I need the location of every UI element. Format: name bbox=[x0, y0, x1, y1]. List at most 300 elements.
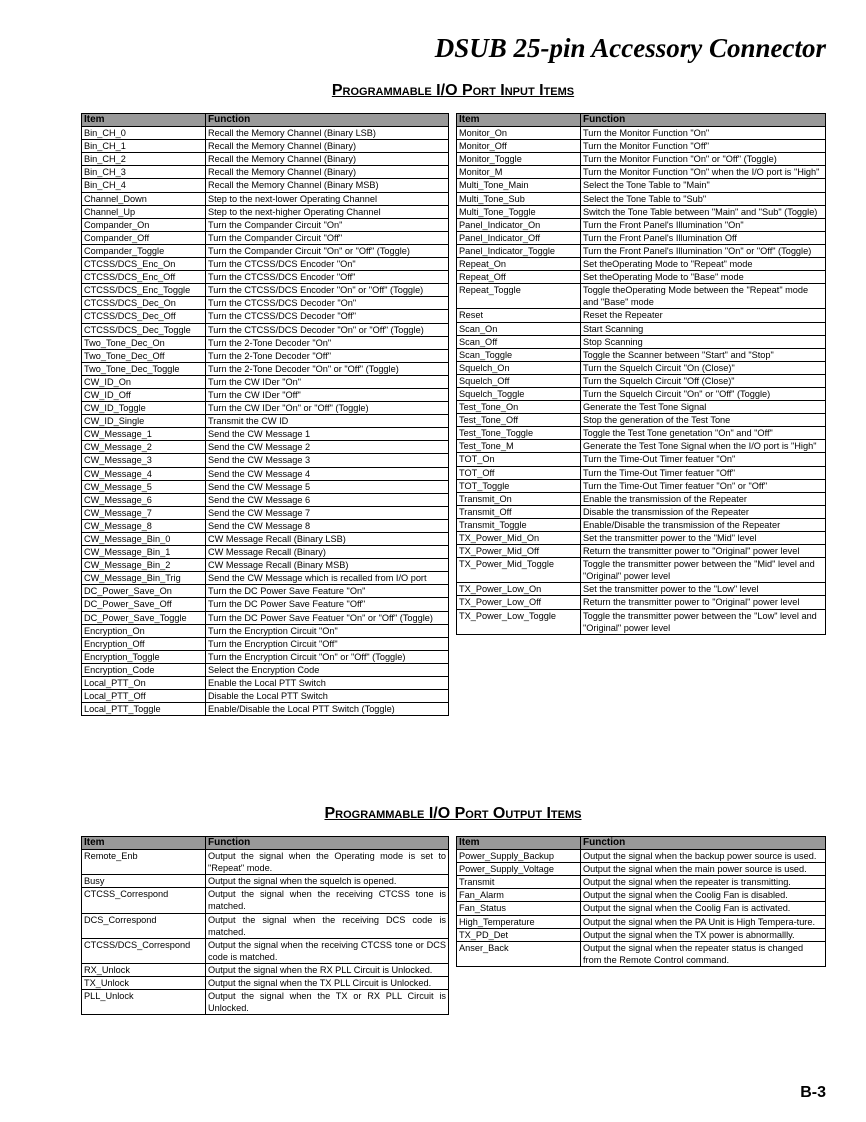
function-cell: Turn the CW IDer "On" bbox=[206, 375, 449, 388]
table-header-row bbox=[457, 114, 826, 127]
table-row bbox=[82, 179, 449, 192]
table-row bbox=[457, 532, 826, 545]
function-cell: Enable/Disable the Local PTT Switch (Toggle) bbox=[206, 703, 449, 716]
table-row bbox=[457, 140, 826, 153]
item-cell: CW_ID_Single bbox=[82, 415, 206, 428]
item-cell: Multi_Tone_Sub bbox=[457, 192, 581, 205]
table-row bbox=[457, 850, 826, 863]
table-row bbox=[457, 322, 826, 335]
table-row bbox=[457, 335, 826, 348]
table-row bbox=[82, 166, 449, 179]
table-row bbox=[457, 863, 826, 876]
item-cell: Bin_CH_0 bbox=[82, 127, 206, 140]
item-cell: TOT_Off bbox=[457, 466, 581, 479]
item-cell: Bin_CH_2 bbox=[82, 153, 206, 166]
function-cell: Send the CW Message 3 bbox=[206, 454, 449, 467]
function-cell: Reset the Repeater bbox=[581, 309, 826, 322]
item-cell: Encryption_Toggle bbox=[82, 650, 206, 663]
item-cell: Encryption_On bbox=[82, 624, 206, 637]
item-cell: Test_Tone_Toggle bbox=[457, 427, 581, 440]
function-cell: Send the CW Message 1 bbox=[206, 428, 449, 441]
item-cell: DC_Power_Save_On bbox=[82, 585, 206, 598]
item-cell: TX_Power_Mid_Off bbox=[457, 545, 581, 558]
table-row bbox=[82, 388, 449, 401]
item-cell: TX_PD_Det bbox=[457, 928, 581, 941]
item-cell: CTCSS/DCS_Dec_On bbox=[82, 297, 206, 310]
table-row bbox=[457, 387, 826, 400]
item-cell: Bin_CH_1 bbox=[82, 140, 206, 153]
function-cell: Generate the Test Tone Signal bbox=[581, 401, 826, 414]
item-cell: Transmit_Off bbox=[457, 505, 581, 518]
item-cell: PLL_Unlock bbox=[82, 990, 206, 1015]
item-cell: DC_Power_Save_Off bbox=[82, 598, 206, 611]
item-cell: TX_Power_Low_On bbox=[457, 583, 581, 596]
item-cell: Fan_Alarm bbox=[457, 889, 581, 902]
item-cell: Transmit_Toggle bbox=[457, 518, 581, 531]
output-items-table-left bbox=[81, 836, 449, 1015]
output-left-body bbox=[82, 850, 449, 1015]
item-column-header: Item bbox=[82, 837, 206, 850]
item-cell: CW_Message_Bin_1 bbox=[82, 546, 206, 559]
output-items-table-right bbox=[456, 836, 826, 967]
item-cell: Repeat_On bbox=[457, 258, 581, 271]
function-cell: Turn the Compander Circuit "On" or "Off" (Toggle) bbox=[206, 244, 449, 257]
table-row bbox=[82, 205, 449, 218]
function-cell: Turn the Compander Circuit "On" bbox=[206, 218, 449, 231]
function-cell: Turn the DC Power Save Featuer "On" or "Off" (Toggle) bbox=[206, 611, 449, 624]
function-cell: Disable the transmission of the Repeater bbox=[581, 505, 826, 518]
item-cell: Test_Tone_On bbox=[457, 401, 581, 414]
item-cell: TOT_Toggle bbox=[457, 479, 581, 492]
item-cell: Squelch_Toggle bbox=[457, 387, 581, 400]
function-cell: Turn the 2-Tone Decoder "On" or "Off" (Toggle) bbox=[206, 362, 449, 375]
function-cell: Step to the next-lower Operating Channel bbox=[206, 192, 449, 205]
page-title: DSUB 25-pin Accessory Connector bbox=[434, 33, 826, 63]
item-cell: Multi_Tone_Main bbox=[457, 179, 581, 192]
table-row bbox=[82, 598, 449, 611]
function-cell: Enable/Disable the transmission of the Repeater bbox=[581, 518, 826, 531]
function-cell: Turn the Compander Circuit "Off" bbox=[206, 231, 449, 244]
table-row bbox=[82, 231, 449, 244]
function-cell: Turn the Monitor Function "On" when the I/O port is "High" bbox=[581, 166, 826, 179]
table-row bbox=[82, 284, 449, 297]
item-cell: Panel_Indicator_Toggle bbox=[457, 244, 581, 257]
table-row bbox=[82, 297, 449, 310]
function-cell: Output the signal when the TX PLL Circuit is Unlocked. bbox=[206, 977, 449, 990]
item-cell: CW_Message_Bin_2 bbox=[82, 559, 206, 572]
table-row bbox=[457, 941, 826, 966]
item-cell: Encryption_Off bbox=[82, 637, 206, 650]
table-row bbox=[82, 493, 449, 506]
table-row bbox=[457, 889, 826, 902]
function-cell: Output the signal when the TX power is abnormallly. bbox=[581, 928, 826, 941]
output-right-body bbox=[457, 850, 826, 967]
table-row bbox=[82, 323, 449, 336]
table-row bbox=[457, 309, 826, 322]
function-cell: Turn the DC Power Save Feature "Off" bbox=[206, 598, 449, 611]
table-row bbox=[82, 310, 449, 323]
item-cell: Transmit_On bbox=[457, 492, 581, 505]
table-row bbox=[457, 928, 826, 941]
table-row bbox=[82, 637, 449, 650]
table-row bbox=[457, 166, 826, 179]
table-row bbox=[457, 244, 826, 257]
function-cell: Output the signal when the Operating mode is set to "Repeat" mode. bbox=[206, 850, 449, 875]
table-row bbox=[82, 677, 449, 690]
table-row bbox=[457, 271, 826, 284]
input-items-table-left bbox=[81, 113, 449, 716]
item-cell: Repeat_Toggle bbox=[457, 284, 581, 309]
table-row bbox=[457, 258, 826, 271]
function-cell: Turn the DC Power Save Feature "On" bbox=[206, 585, 449, 598]
item-cell: CTCSS/DCS_Enc_On bbox=[82, 258, 206, 271]
item-cell: Two_Tone_Dec_Off bbox=[82, 349, 206, 362]
function-cell: CW Message Recall (Binary LSB) bbox=[206, 533, 449, 546]
table-row bbox=[82, 913, 449, 938]
function-cell: Send the CW Message 4 bbox=[206, 467, 449, 480]
function-cell: Turn the CW IDer "Off" bbox=[206, 388, 449, 401]
item-cell: Power_Supply_Voltage bbox=[457, 863, 581, 876]
function-cell: Output the signal when the squelch is opened. bbox=[206, 875, 449, 888]
item-cell: Local_PTT_Off bbox=[82, 690, 206, 703]
table-row bbox=[82, 875, 449, 888]
function-column-header: Function bbox=[581, 837, 826, 850]
item-cell: Scan_Off bbox=[457, 335, 581, 348]
item-cell: DCS_Correspond bbox=[82, 913, 206, 938]
table-row bbox=[82, 258, 449, 271]
item-cell: TX_Power_Mid_Toggle bbox=[457, 558, 581, 583]
table-row bbox=[457, 915, 826, 928]
item-cell: CW_ID_On bbox=[82, 375, 206, 388]
item-cell: CTCSS/DCS_Enc_Off bbox=[82, 271, 206, 284]
item-cell: Bin_CH_4 bbox=[82, 179, 206, 192]
function-cell: Generate the Test Tone Signal when the I/O port is "High" bbox=[581, 440, 826, 453]
function-cell: Select the Encryption Code bbox=[206, 663, 449, 676]
table-row bbox=[82, 153, 449, 166]
table-row bbox=[457, 231, 826, 244]
function-cell: Turn the Time-Out Timer featuer "On" bbox=[581, 453, 826, 466]
function-cell: Send the CW Message 7 bbox=[206, 506, 449, 519]
item-cell: Two_Tone_Dec_Toggle bbox=[82, 362, 206, 375]
item-cell: Monitor_Off bbox=[457, 140, 581, 153]
table-row bbox=[82, 454, 449, 467]
function-cell: Turn the Squelch Circuit "Off (Close)" bbox=[581, 374, 826, 387]
table-row bbox=[457, 466, 826, 479]
item-cell: Encryption_Code bbox=[82, 663, 206, 676]
item-cell: Squelch_On bbox=[457, 361, 581, 374]
function-cell: Recall the Memory Channel (Binary) bbox=[206, 166, 449, 179]
function-cell: Turn the CTCSS/DCS Decoder "On" bbox=[206, 297, 449, 310]
function-cell: Return the transmitter power to "Original" power level bbox=[581, 596, 826, 609]
function-cell: Turn the Time-Out Timer featuer "On" or "Off" bbox=[581, 479, 826, 492]
table-row bbox=[82, 611, 449, 624]
item-cell: Test_Tone_Off bbox=[457, 414, 581, 427]
item-cell: CTCSS/DCS_Correspond bbox=[82, 938, 206, 963]
function-cell: Output the signal when the main power source is used. bbox=[581, 863, 826, 876]
function-cell: Turn the Front Panel's Illumination Off bbox=[581, 231, 826, 244]
function-cell: Turn the CTCSS/DCS Decoder "On" or "Off" (Toggle) bbox=[206, 323, 449, 336]
item-cell: Power_Supply_Backup bbox=[457, 850, 581, 863]
item-cell: CTCSS_Correspond bbox=[82, 888, 206, 913]
function-cell: CW Message Recall (Binary MSB) bbox=[206, 559, 449, 572]
table-row bbox=[457, 518, 826, 531]
item-cell: CW_Message_7 bbox=[82, 506, 206, 519]
table-row bbox=[457, 492, 826, 505]
input-items-table-right bbox=[456, 113, 826, 635]
table-row bbox=[457, 205, 826, 218]
function-cell: Turn the Monitor Function "On" or "Off" (Toggle) bbox=[581, 153, 826, 166]
table-row bbox=[82, 963, 449, 976]
table-row bbox=[82, 441, 449, 454]
function-cell: Output the signal when the receiving DCS code is matched. bbox=[206, 913, 449, 938]
table-row bbox=[82, 402, 449, 415]
item-cell: Channel_Down bbox=[82, 192, 206, 205]
function-cell: Toggle the transmitter power between the "Low" level and "Original" power level bbox=[581, 609, 826, 634]
table-row bbox=[457, 427, 826, 440]
table-header-row bbox=[457, 837, 826, 850]
function-cell: Turn the Front Panel's Illumination "On" or "Off" (Toggle) bbox=[581, 244, 826, 257]
table-row bbox=[457, 153, 826, 166]
item-column-header: Item bbox=[457, 837, 581, 850]
table-row bbox=[82, 271, 449, 284]
table-row bbox=[82, 375, 449, 388]
table-row bbox=[82, 624, 449, 637]
table-row bbox=[82, 218, 449, 231]
table-row bbox=[457, 284, 826, 309]
item-cell: Reset bbox=[457, 309, 581, 322]
item-cell: TX_Unlock bbox=[82, 977, 206, 990]
function-cell: Turn the 2-Tone Decoder "On" bbox=[206, 336, 449, 349]
item-cell: CW_Message_2 bbox=[82, 441, 206, 454]
function-cell: Start Scanning bbox=[581, 322, 826, 335]
function-cell: Disable the Local PTT Switch bbox=[206, 690, 449, 703]
table-row bbox=[457, 414, 826, 427]
function-cell: Turn the 2-Tone Decoder "Off" bbox=[206, 349, 449, 362]
function-cell: Turn the Encryption Circuit "On" or "Off" (Toggle) bbox=[206, 650, 449, 663]
table-row bbox=[457, 479, 826, 492]
input-right-body bbox=[457, 127, 826, 635]
item-cell: Panel_Indicator_On bbox=[457, 218, 581, 231]
item-cell: Busy bbox=[82, 875, 206, 888]
function-cell: Stop Scanning bbox=[581, 335, 826, 348]
function-cell: Send the CW Message 2 bbox=[206, 441, 449, 454]
table-row bbox=[457, 361, 826, 374]
function-cell: Turn the CW IDer "On" or "Off" (Toggle) bbox=[206, 402, 449, 415]
item-cell: CTCSS/DCS_Enc_Toggle bbox=[82, 284, 206, 297]
item-cell: Compander_Toggle bbox=[82, 244, 206, 257]
item-cell: Monitor_M bbox=[457, 166, 581, 179]
item-cell: CW_Message_Bin_0 bbox=[82, 533, 206, 546]
table-row bbox=[82, 415, 449, 428]
function-cell: Recall the Memory Channel (Binary) bbox=[206, 153, 449, 166]
table-row bbox=[457, 453, 826, 466]
table-row bbox=[82, 546, 449, 559]
item-cell: Monitor_Toggle bbox=[457, 153, 581, 166]
function-cell: Turn the Squelch Circuit "On (Close)" bbox=[581, 361, 826, 374]
table-row bbox=[457, 192, 826, 205]
item-cell: CTCSS/DCS_Dec_Toggle bbox=[82, 323, 206, 336]
item-cell: TOT_On bbox=[457, 453, 581, 466]
function-cell: Stop the generation of the Test Tone bbox=[581, 414, 826, 427]
table-row bbox=[82, 977, 449, 990]
item-cell: Multi_Tone_Toggle bbox=[457, 205, 581, 218]
function-cell: Send the CW Message 5 bbox=[206, 480, 449, 493]
table-row bbox=[82, 519, 449, 532]
output-section-title: Programmable I/O Port Output Items bbox=[324, 805, 582, 822]
table-row bbox=[82, 650, 449, 663]
table-row bbox=[82, 362, 449, 375]
item-cell: Fan_Status bbox=[457, 902, 581, 915]
item-cell: Anser_Back bbox=[457, 941, 581, 966]
item-cell: Channel_Up bbox=[82, 205, 206, 218]
item-cell: Bin_CH_3 bbox=[82, 166, 206, 179]
table-row bbox=[457, 583, 826, 596]
table-row bbox=[457, 609, 826, 634]
function-cell: Toggle the Test Tone genetation "On" and "Off" bbox=[581, 427, 826, 440]
item-cell: CW_Message_3 bbox=[82, 454, 206, 467]
table-row bbox=[82, 349, 449, 362]
table-row bbox=[457, 505, 826, 518]
table-row bbox=[457, 558, 826, 583]
item-cell: Scan_Toggle bbox=[457, 348, 581, 361]
table-row bbox=[457, 401, 826, 414]
item-cell: CW_Message_4 bbox=[82, 467, 206, 480]
item-column-header: Item bbox=[457, 114, 581, 127]
function-cell: Output the signal when the repeater is transmitting. bbox=[581, 876, 826, 889]
item-cell: CW_Message_Bin_Trig bbox=[82, 572, 206, 585]
input-section-title: Programmable I/O Port Input Items bbox=[331, 82, 575, 99]
item-cell: Compander_Off bbox=[82, 231, 206, 244]
function-cell: Toggle theOperating Mode between the "Repeat" mode and "Base" mode bbox=[581, 284, 826, 309]
table-row bbox=[82, 690, 449, 703]
function-cell: Return the transmitter power to "Original" power level bbox=[581, 545, 826, 558]
item-cell: TX_Power_Low_Toggle bbox=[457, 609, 581, 634]
item-cell: CW_Message_1 bbox=[82, 428, 206, 441]
table-header-row bbox=[82, 837, 449, 850]
table-row bbox=[82, 703, 449, 716]
function-cell: Output the signal when the receiving CTCSS tone is matched. bbox=[206, 888, 449, 913]
item-cell: Remote_Enb bbox=[82, 850, 206, 875]
table-row bbox=[82, 336, 449, 349]
function-cell: Turn the CTCSS/DCS Decoder "Off" bbox=[206, 310, 449, 323]
item-cell: CW_Message_6 bbox=[82, 493, 206, 506]
function-cell: Set the transmitter power to the "Mid" level bbox=[581, 532, 826, 545]
table-row bbox=[457, 374, 826, 387]
table-row bbox=[82, 572, 449, 585]
item-cell: Scan_On bbox=[457, 322, 581, 335]
item-cell: CTCSS/DCS_Dec_Off bbox=[82, 310, 206, 323]
function-cell: Step to the next-higher Operating Channel bbox=[206, 205, 449, 218]
function-cell: Set theOperating Mode to "Base" mode bbox=[581, 271, 826, 284]
item-cell: Panel_Indicator_Off bbox=[457, 231, 581, 244]
function-cell: Output the signal when the Coolig Fan is disabled. bbox=[581, 889, 826, 902]
function-cell: Switch the Tone Table between "Main" and "Sub" (Toggle) bbox=[581, 205, 826, 218]
page-number: B-3 bbox=[800, 1084, 826, 1101]
function-cell: Output the signal when the PA Unit is High Tempera-ture. bbox=[581, 915, 826, 928]
table-row bbox=[82, 127, 449, 140]
function-cell: Toggle the Scanner between "Start" and "Stop" bbox=[581, 348, 826, 361]
function-cell: Turn the Monitor Function "On" bbox=[581, 127, 826, 140]
table-row bbox=[82, 192, 449, 205]
table-row bbox=[82, 990, 449, 1015]
function-cell: Select the Tone Table to "Main" bbox=[581, 179, 826, 192]
function-column-header: Function bbox=[206, 114, 449, 127]
table-row bbox=[457, 902, 826, 915]
function-cell: Enable the transmission of the Repeater bbox=[581, 492, 826, 505]
item-cell: CW_ID_Off bbox=[82, 388, 206, 401]
table-header-row bbox=[82, 114, 449, 127]
table-row bbox=[82, 888, 449, 913]
function-cell: Output the signal when the receiving CTCSS tone or DCS code is matched. bbox=[206, 938, 449, 963]
function-cell: Turn the CTCSS/DCS Encoder "On" or "Off" (Toggle) bbox=[206, 284, 449, 297]
item-cell: High_Temperature bbox=[457, 915, 581, 928]
item-cell: CW_Message_8 bbox=[82, 519, 206, 532]
function-cell: Output the signal when the backup power source is used. bbox=[581, 850, 826, 863]
table-row bbox=[82, 244, 449, 257]
table-row bbox=[82, 663, 449, 676]
table-row bbox=[457, 218, 826, 231]
function-cell: Send the CW Message 8 bbox=[206, 519, 449, 532]
function-cell: Output the signal when the TX or RX PLL Circuit is Unlocked. bbox=[206, 990, 449, 1015]
table-row bbox=[82, 585, 449, 598]
item-cell: Monitor_On bbox=[457, 127, 581, 140]
table-row bbox=[457, 179, 826, 192]
item-cell: Local_PTT_Toggle bbox=[82, 703, 206, 716]
function-cell: Toggle the transmitter power between the "Mid" level and "Original" power level bbox=[581, 558, 826, 583]
function-cell: Output the signal when the Coolig Fan is activated. bbox=[581, 902, 826, 915]
function-cell: Output the signal when the RX PLL Circuit is Unlocked. bbox=[206, 963, 449, 976]
function-cell: Turn the Encryption Circuit "Off" bbox=[206, 637, 449, 650]
function-cell: Turn the CTCSS/DCS Encoder "On" bbox=[206, 258, 449, 271]
function-cell: Turn the Squelch Circuit "On" or "Off" (Toggle) bbox=[581, 387, 826, 400]
table-row bbox=[82, 140, 449, 153]
function-column-header: Function bbox=[206, 837, 449, 850]
function-cell: Set the transmitter power to the "Low" level bbox=[581, 583, 826, 596]
table-row bbox=[82, 428, 449, 441]
item-cell: TX_Power_Mid_On bbox=[457, 532, 581, 545]
function-cell: Select the Tone Table to "Sub" bbox=[581, 192, 826, 205]
item-cell: TX_Power_Low_Off bbox=[457, 596, 581, 609]
item-cell: CW_Message_5 bbox=[82, 480, 206, 493]
item-cell: Repeat_Off bbox=[457, 271, 581, 284]
function-cell: Transmit the CW ID bbox=[206, 415, 449, 428]
function-cell: Send the CW Message which is recalled from I/O port bbox=[206, 572, 449, 585]
function-cell: Output the signal when the repeater status is changed from the Remote Control command. bbox=[581, 941, 826, 966]
table-row bbox=[82, 506, 449, 519]
table-row bbox=[82, 850, 449, 875]
item-cell: Test_Tone_M bbox=[457, 440, 581, 453]
table-row bbox=[457, 348, 826, 361]
function-cell: Enable the Local PTT Switch bbox=[206, 677, 449, 690]
function-cell: Set theOperating Mode to "Repeat" mode bbox=[581, 258, 826, 271]
table-row bbox=[457, 440, 826, 453]
item-cell: Local_PTT_On bbox=[82, 677, 206, 690]
function-cell: Turn the Encryption Circuit "On" bbox=[206, 624, 449, 637]
function-cell: Recall the Memory Channel (Binary) bbox=[206, 140, 449, 153]
function-cell: Turn the Front Panel's Illumination "On" bbox=[581, 218, 826, 231]
item-cell: Two_Tone_Dec_On bbox=[82, 336, 206, 349]
input-left-body bbox=[82, 127, 449, 716]
item-cell: DC_Power_Save_Toggle bbox=[82, 611, 206, 624]
table-row bbox=[82, 480, 449, 493]
table-row bbox=[457, 876, 826, 889]
function-cell: Turn the Monitor Function "Off" bbox=[581, 140, 826, 153]
function-column-header: Function bbox=[581, 114, 826, 127]
function-cell: Turn the Time-Out Timer featuer "Off" bbox=[581, 466, 826, 479]
item-cell: RX_Unlock bbox=[82, 963, 206, 976]
function-cell: Recall the Memory Channel (Binary MSB) bbox=[206, 179, 449, 192]
table-row bbox=[82, 467, 449, 480]
